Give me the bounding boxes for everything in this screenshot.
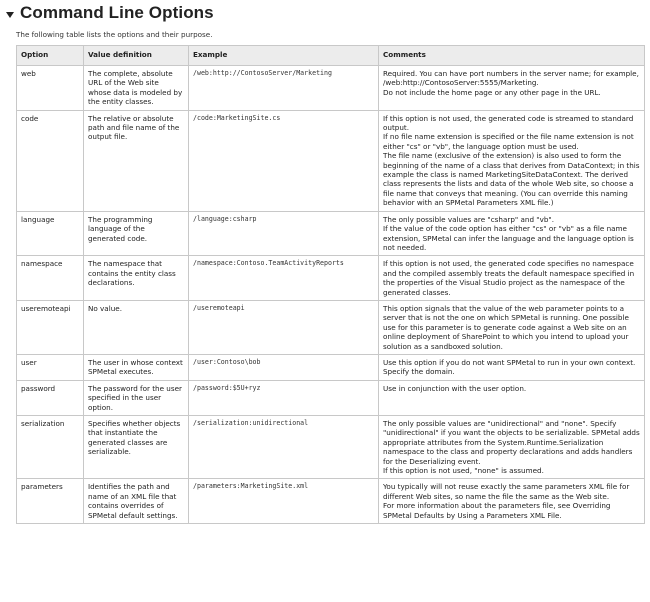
comment-paragraph: For more information about the parameters file, see Overriding SPMetal Defaults by Using a Parameters XML File. bbox=[383, 501, 611, 520]
option-cell: language bbox=[17, 211, 84, 256]
table-row bbox=[17, 354, 645, 380]
option-cell: code bbox=[17, 110, 84, 211]
comments-cell bbox=[379, 110, 645, 211]
table-row bbox=[17, 110, 645, 211]
comments-cell bbox=[379, 479, 645, 524]
value-definition-cell: No value. bbox=[84, 300, 189, 354]
example-cell: /code:MarketingSite.cs bbox=[189, 110, 379, 211]
value-definition-cell: Specifies whether objects that instantiate the generated classes are serializable. bbox=[84, 416, 189, 479]
comment-paragraph: If this option is not used, the generated code specifies no namespace and the compiled assembly treats the default namespace specified in the properties of the Visual Studio project as the namespace of the generated classes. bbox=[383, 259, 635, 297]
value-definition-cell: The programming language of the generated code. bbox=[84, 211, 189, 256]
comments-cell bbox=[379, 211, 645, 256]
comments-cell bbox=[379, 354, 645, 380]
header-comments: Comments bbox=[379, 46, 645, 66]
table-row bbox=[17, 300, 645, 354]
table-row bbox=[17, 479, 645, 524]
comments-cell bbox=[379, 256, 645, 301]
example-cell: /serialization:unidirectional bbox=[189, 416, 379, 479]
table-row bbox=[17, 380, 645, 415]
value-definition-cell: The complete, absolute URL of the Web site whose data is modeled by the entity classes. bbox=[84, 66, 189, 111]
example-cell: /parameters:MarketingSite.xml bbox=[189, 479, 379, 524]
table-row bbox=[17, 66, 645, 111]
comment-paragraph: The only possible values are "csharp" and "vb". bbox=[383, 214, 555, 224]
collapse-triangle-icon[interactable] bbox=[6, 12, 14, 18]
option-cell: parameters bbox=[17, 479, 84, 524]
section-title: Command Line Options bbox=[20, 3, 214, 22]
example-cell: /password:$5U+ryz bbox=[189, 380, 379, 415]
table-row bbox=[17, 256, 645, 301]
value-definition-cell: Identifies the path and name of an XML file that contains overrides of SPMetal default settings. bbox=[84, 479, 189, 524]
comments-cell bbox=[379, 416, 645, 479]
value-definition-cell: The namespace that contains the entity class declarations. bbox=[84, 256, 189, 301]
option-cell: user bbox=[17, 354, 84, 380]
table-row bbox=[17, 416, 645, 479]
comment-paragraph: If the value of the code option has either "cs" or "vb" as a file name extension, SPMetal can infer the language and the language option is not needed. bbox=[383, 224, 634, 252]
intro-text: The following table lists the options and their purpose. bbox=[16, 30, 213, 39]
table-header-row bbox=[17, 46, 645, 66]
value-definition-cell: The user in whose context SPMetal executes. bbox=[84, 354, 189, 380]
comments-cell bbox=[379, 300, 645, 354]
header-value-definition: Value definition bbox=[84, 46, 189, 66]
comment-paragraph: If this option is not used, the generated code is streamed to standard output. bbox=[383, 113, 634, 133]
comments-cell bbox=[379, 380, 645, 415]
example-cell: /namespace:Contoso.TeamActivityReports bbox=[189, 256, 379, 301]
option-cell: useremoteapi bbox=[17, 300, 84, 354]
example-cell: /user:Contoso\bob bbox=[189, 354, 379, 380]
option-cell: password bbox=[17, 380, 84, 415]
comment-paragraph: This option signals that the value of the web parameter points to a server that is not the one on which SPMetal is running. One possible use for this parameter is to generate code against a Web site on an online deployment of SharePoint to which you intend to upload your solution as a sandboxed solution. bbox=[383, 303, 629, 351]
comment-paragraph: Use in conjunction with the user option. bbox=[383, 383, 527, 393]
comment-paragraph: Required. You can have port numbers in the server name; for example, /web:http://ContosoServer:5555/Marketing. bbox=[383, 69, 639, 88]
example-cell: /web:http://ContosoServer/Marketing bbox=[189, 66, 379, 111]
comment-paragraph: If this option is not used, "none" is assumed. bbox=[383, 466, 544, 476]
comment-paragraph: The only possible values are "unidirectional" and "none". Specify "unidirectional" if you want the objects to be serializable. SPMetal adds appropriate attributes from the System.Runtime.Serialization namespace to the class and property declarations and adds handlers for the Deserializing event. bbox=[383, 419, 640, 466]
comment-paragraph: The file name (exclusive of the extension) is also used to form the beginning of the name of a class that derives from DataContext; in this example the class is named MarketingSiteDataContext. The derived class represents the lists and data of the whole Web site, so choose a file name that conveys that meaning. (You can override this naming behavior with an SPMetal Parameters XML file.) bbox=[383, 151, 640, 208]
table-row bbox=[17, 211, 645, 256]
comments-cell bbox=[379, 66, 645, 111]
option-cell: web bbox=[17, 66, 84, 111]
comment-paragraph: If no file name extension is specified or the file name extension is not either "cs" or "vb", the language option must be used. bbox=[383, 132, 634, 151]
option-cell: serialization bbox=[17, 416, 84, 479]
value-definition-cell: The password for the user specified in the user option. bbox=[84, 380, 189, 415]
example-cell: /useremoteapi bbox=[189, 300, 379, 354]
comment-paragraph: Do not include the home page or any other page in the URL. bbox=[383, 87, 601, 97]
example-cell: /language:csharp bbox=[189, 211, 379, 256]
header-example: Example bbox=[189, 46, 379, 66]
options-table bbox=[16, 45, 645, 524]
value-definition-cell: The relative or absolute path and file name of the output file. bbox=[84, 110, 189, 211]
comment-paragraph: You typically will not reuse exactly the same parameters XML file for different Web sites, so name the file the same as the Web site. bbox=[383, 482, 630, 501]
comment-paragraph: Use this option if you do not want SPMetal to run in your own context. Specify the domain. bbox=[383, 357, 636, 377]
header-option: Option bbox=[17, 46, 84, 66]
section-header[interactable] bbox=[0, 0, 650, 24]
option-cell: namespace bbox=[17, 256, 84, 301]
